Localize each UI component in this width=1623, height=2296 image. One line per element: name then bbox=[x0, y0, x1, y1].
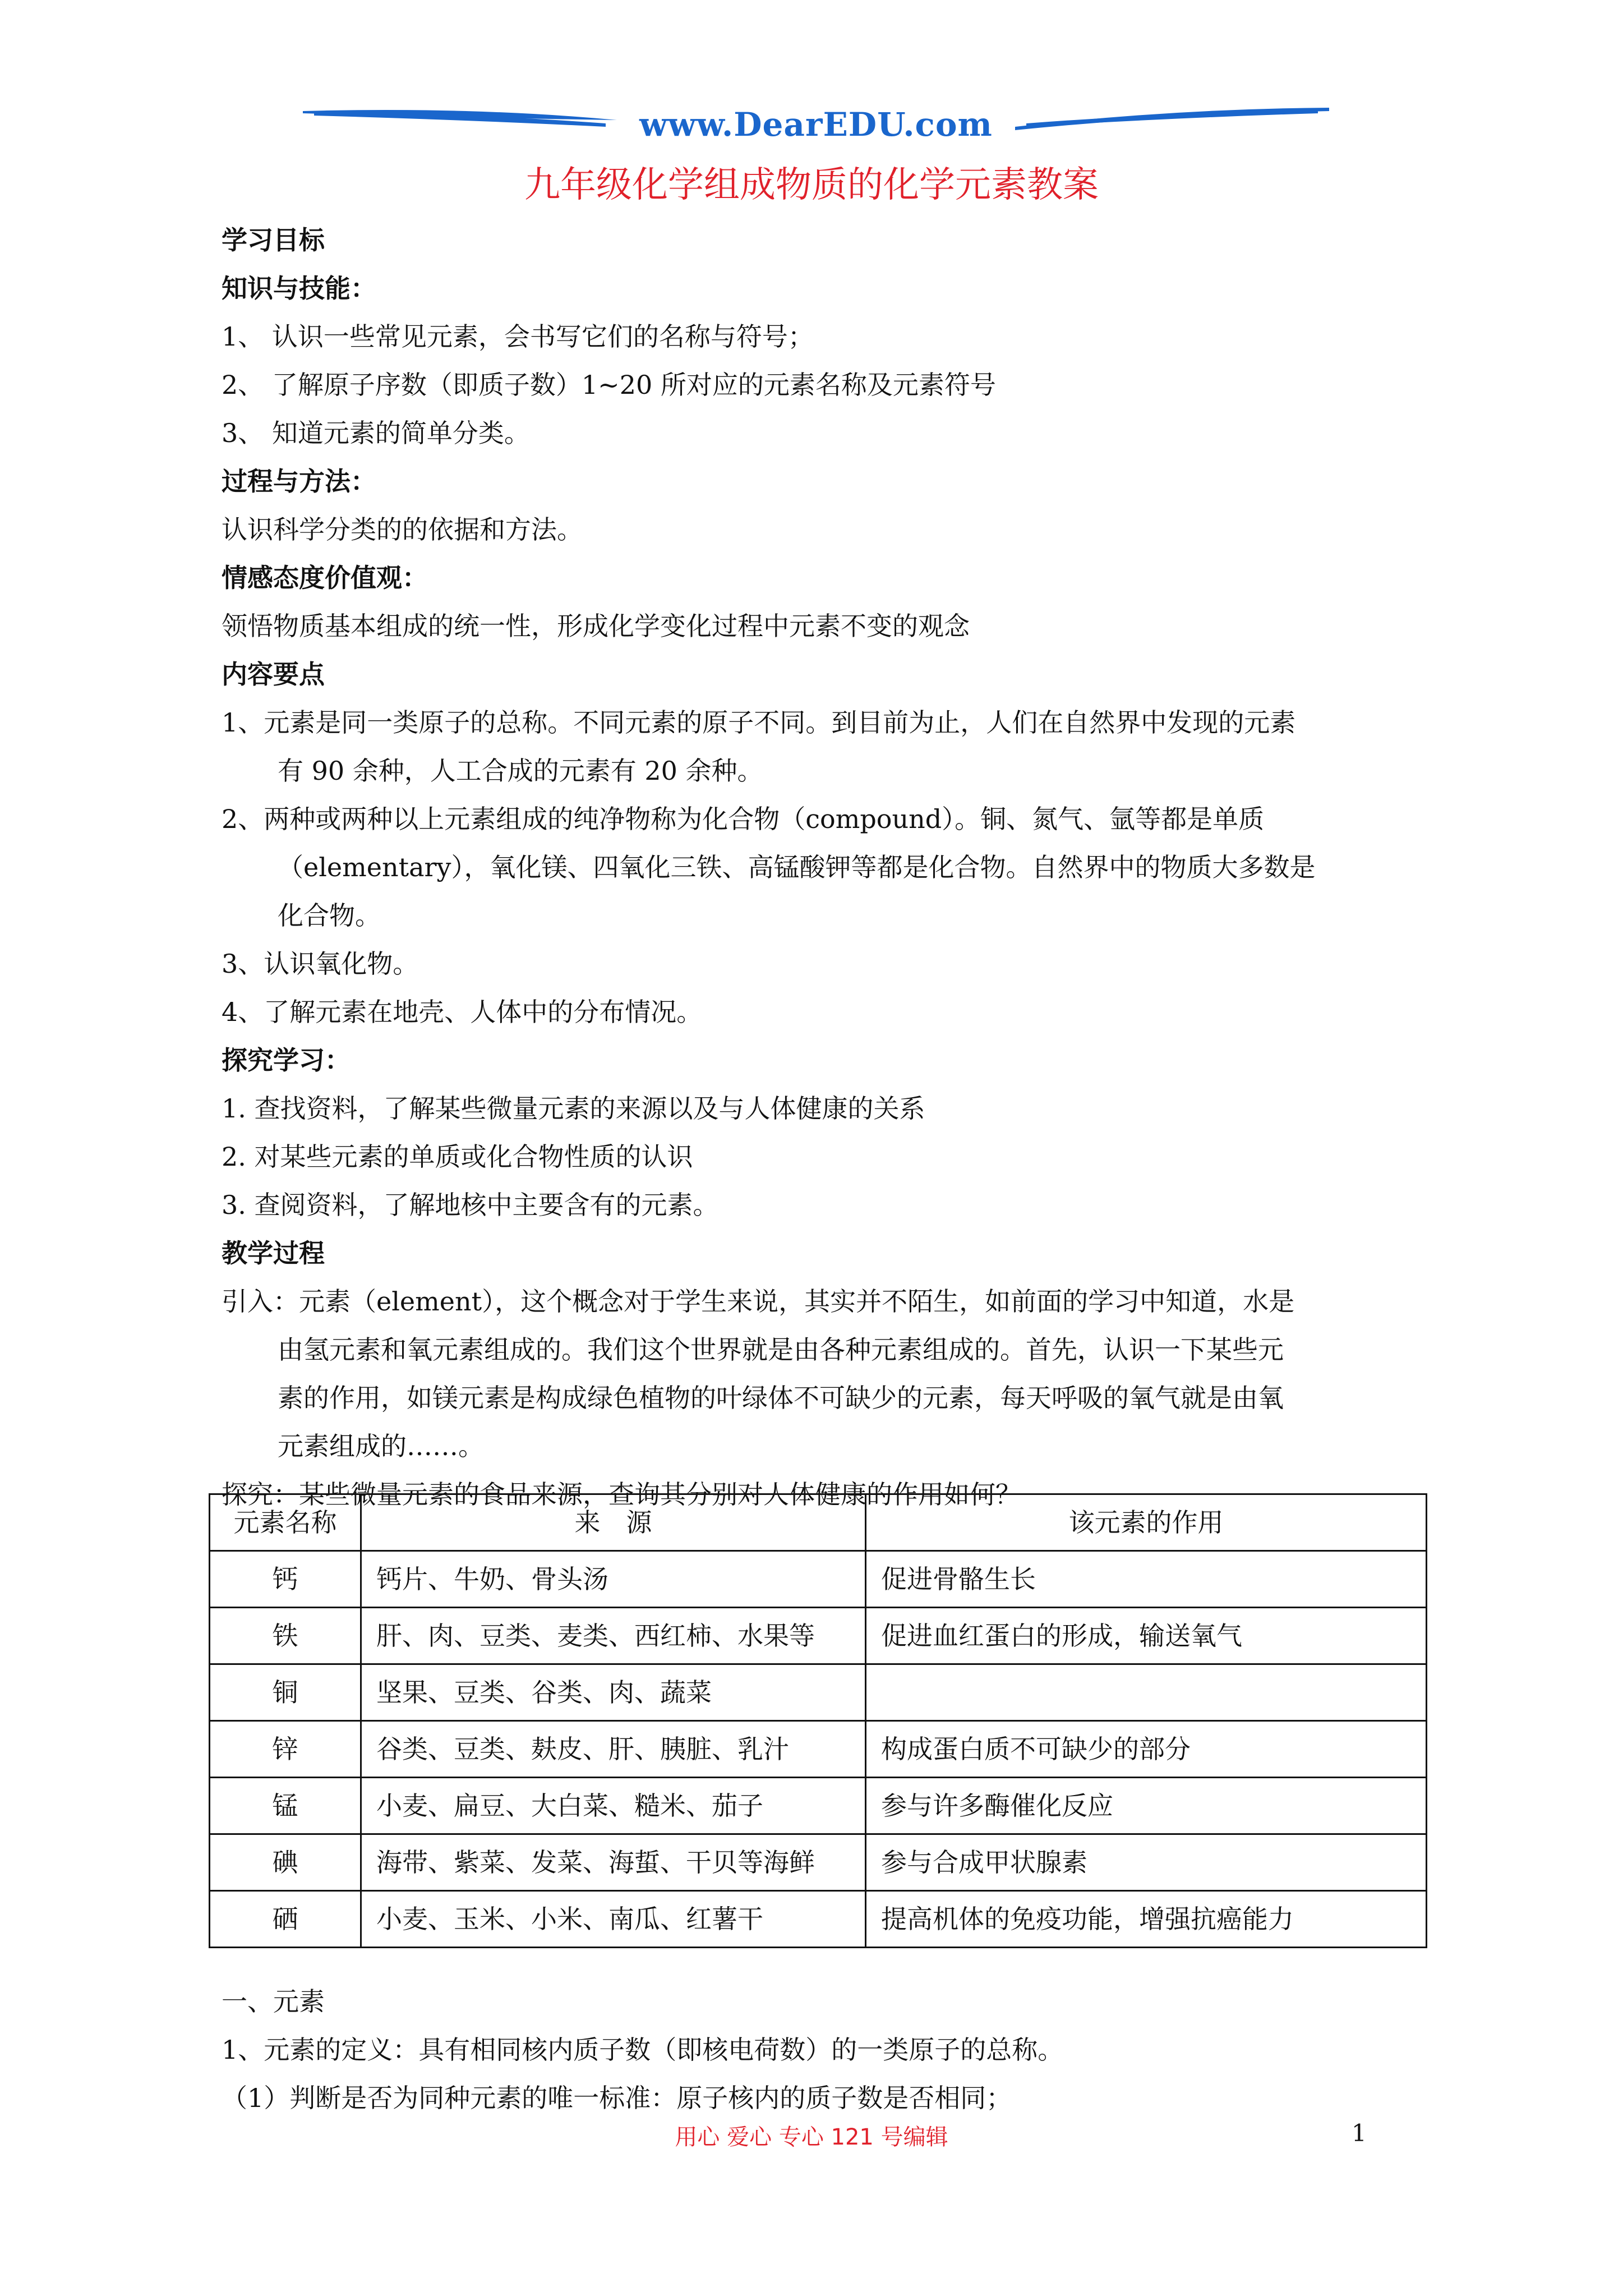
paragraph-line: 3、 知道元素的简单分类。 bbox=[222, 418, 530, 448]
table-row bbox=[210, 1834, 1427, 1891]
effect-cell: 参与许多酶催化反应 bbox=[866, 1778, 1427, 1834]
document-body bbox=[222, 216, 1427, 1519]
effect-cell: 促进骨骼生长 bbox=[866, 1551, 1427, 1608]
effect-cell bbox=[866, 1664, 1427, 1721]
element-name-cell: 铜 bbox=[210, 1664, 361, 1721]
table-row bbox=[210, 1608, 1427, 1664]
paragraph-line: 有 90 余种，人工合成的元素有 20 余种。 bbox=[278, 756, 763, 786]
document-body-continued bbox=[222, 1977, 1427, 2122]
paragraph-line: 素的作用，如镁元素是构成绿色植物的叶绿体不可缺少的元素，每天呼吸的氧气就是由氧 bbox=[278, 1383, 1284, 1413]
paragraph-line: 引入：元素（element），这个概念对于学生来说，其实并不陌生，如前面的学习中知道，水是 bbox=[222, 1286, 1295, 1317]
trace-element-table bbox=[209, 1493, 1427, 1948]
section-heading: 探究学习： bbox=[222, 1045, 351, 1075]
section-heading: 学习目标 bbox=[222, 225, 325, 255]
section-heading: 过程与方法： bbox=[222, 466, 376, 496]
source-cell: 海带、紫菜、发菜、海蜇、干贝等海鲜 bbox=[361, 1834, 866, 1891]
footer-text: 用心 爱心 专心 121 号编辑 bbox=[675, 2124, 948, 2150]
element-name-cell: 硒 bbox=[210, 1891, 361, 1948]
paragraph-line: 认识科学分类的的依据和方法。 bbox=[222, 514, 583, 545]
paragraph-line: 由氢元素和氧元素组成的。我们这个世界就是由各种元素组成的。首先，认识一下某些元 bbox=[278, 1335, 1284, 1365]
paragraph-line: （elementary），氧化镁、四氧化三铁、高锰酸钾等都是化合物。自然界中的物质大多数是 bbox=[278, 852, 1316, 882]
paragraph-line: 探究：某些微量元素的食品来源，查询其分别对人体健康的作用如何？ bbox=[222, 1479, 1021, 1510]
paragraph-line: （1）判断是否为同种元素的唯一标准：原子核内的质子数是否相同； bbox=[222, 2083, 1012, 2113]
paragraph-line: 4、了解元素在地壳、人体中的分布情况。 bbox=[222, 997, 703, 1027]
paragraph-line: 元素组成的……。 bbox=[278, 1431, 484, 1461]
source-cell: 谷类、豆类、麸皮、肝、胰脏、乳汁 bbox=[361, 1721, 866, 1778]
source-cell: 坚果、豆类、谷类、肉、蔬菜 bbox=[361, 1664, 866, 1721]
effect-cell: 构成蛋白质不可缺少的部分 bbox=[866, 1721, 1427, 1778]
paragraph-line: 2、 了解原子序数（即质子数）1~20 所对应的元素名称及元素符号 bbox=[222, 370, 996, 400]
source-cell: 小麦、扁豆、大白菜、糙米、茄子 bbox=[361, 1778, 866, 1834]
paragraph-line: 3. 查阅资料，了解地核中主要含有的元素。 bbox=[222, 1190, 719, 1220]
table-row bbox=[210, 1778, 1427, 1834]
element-name-cell: 锌 bbox=[210, 1721, 361, 1778]
page-number: 1 bbox=[1352, 2119, 1367, 2147]
source-cell: 小麦、玉米、小米、南瓜、红薯干 bbox=[361, 1891, 866, 1948]
source-cell: 肝、肉、豆类、麦类、西红柿、水果等 bbox=[361, 1608, 866, 1664]
paragraph-line: 1、元素是同一类原子的总称。不同元素的原子不同。到目前为止，人们在自然界中发现的元素 bbox=[222, 707, 1296, 738]
section-heading: 内容要点 bbox=[222, 659, 325, 689]
site-header bbox=[303, 101, 1329, 146]
table-row bbox=[210, 1721, 1427, 1778]
table-row bbox=[210, 1664, 1427, 1721]
table-row bbox=[210, 1551, 1427, 1608]
source-cell: 钙片、牛奶、骨头汤 bbox=[361, 1551, 866, 1608]
page-title: 九年级化学组成物质的化学元素教案 bbox=[524, 164, 1099, 206]
element-name-cell: 碘 bbox=[210, 1834, 361, 1891]
section-heading: 教学过程 bbox=[222, 1238, 325, 1268]
paragraph-line: 领悟物质基本组成的统一性，形成化学变化过程中元素不变的观念 bbox=[222, 611, 970, 641]
effect-cell: 促进血红蛋白的形成，输送氧气 bbox=[866, 1608, 1427, 1664]
site-url[interactable]: www.DearEDU.com bbox=[639, 105, 993, 144]
table-header: 该元素的作用 bbox=[866, 1494, 1427, 1551]
table-header: 元素名称 bbox=[210, 1494, 361, 1551]
table-header: 来 源 bbox=[361, 1494, 866, 1551]
element-name-cell: 锰 bbox=[210, 1778, 361, 1834]
section-heading: 情感态度价值观： bbox=[222, 563, 428, 593]
table-row bbox=[210, 1891, 1427, 1948]
paragraph-line: 1、元素的定义：具有相同核内质子数（即核电荷数）的一类原子的总称。 bbox=[222, 2035, 1064, 2065]
effect-cell: 参与合成甲状腺素 bbox=[866, 1834, 1427, 1891]
paragraph-line: 1. 查找资料，了解某些微量元素的来源以及与人体健康的关系 bbox=[222, 1093, 925, 1124]
paragraph-line: 一、元素 bbox=[222, 1986, 325, 2017]
element-name-cell: 铁 bbox=[210, 1608, 361, 1664]
paragraph-line: 2、两种或两种以上元素组成的纯净物称为化合物（compound）。铜、氮气、氩等都是单质 bbox=[222, 804, 1265, 834]
paragraph-line: 3、认识氧化物。 bbox=[222, 949, 419, 979]
paragraph-line: 化合物。 bbox=[278, 900, 381, 931]
paragraph-line: 2. 对某些元素的单质或化合物性质的认识 bbox=[222, 1142, 693, 1172]
element-name-cell: 钙 bbox=[210, 1551, 361, 1608]
section-heading: 知识与技能： bbox=[222, 273, 376, 303]
effect-cell: 提高机体的免疫功能，增强抗癌能力 bbox=[866, 1891, 1427, 1948]
paragraph-line: 1、 认识一些常见元素，会书写它们的名称与符号； bbox=[222, 321, 814, 352]
